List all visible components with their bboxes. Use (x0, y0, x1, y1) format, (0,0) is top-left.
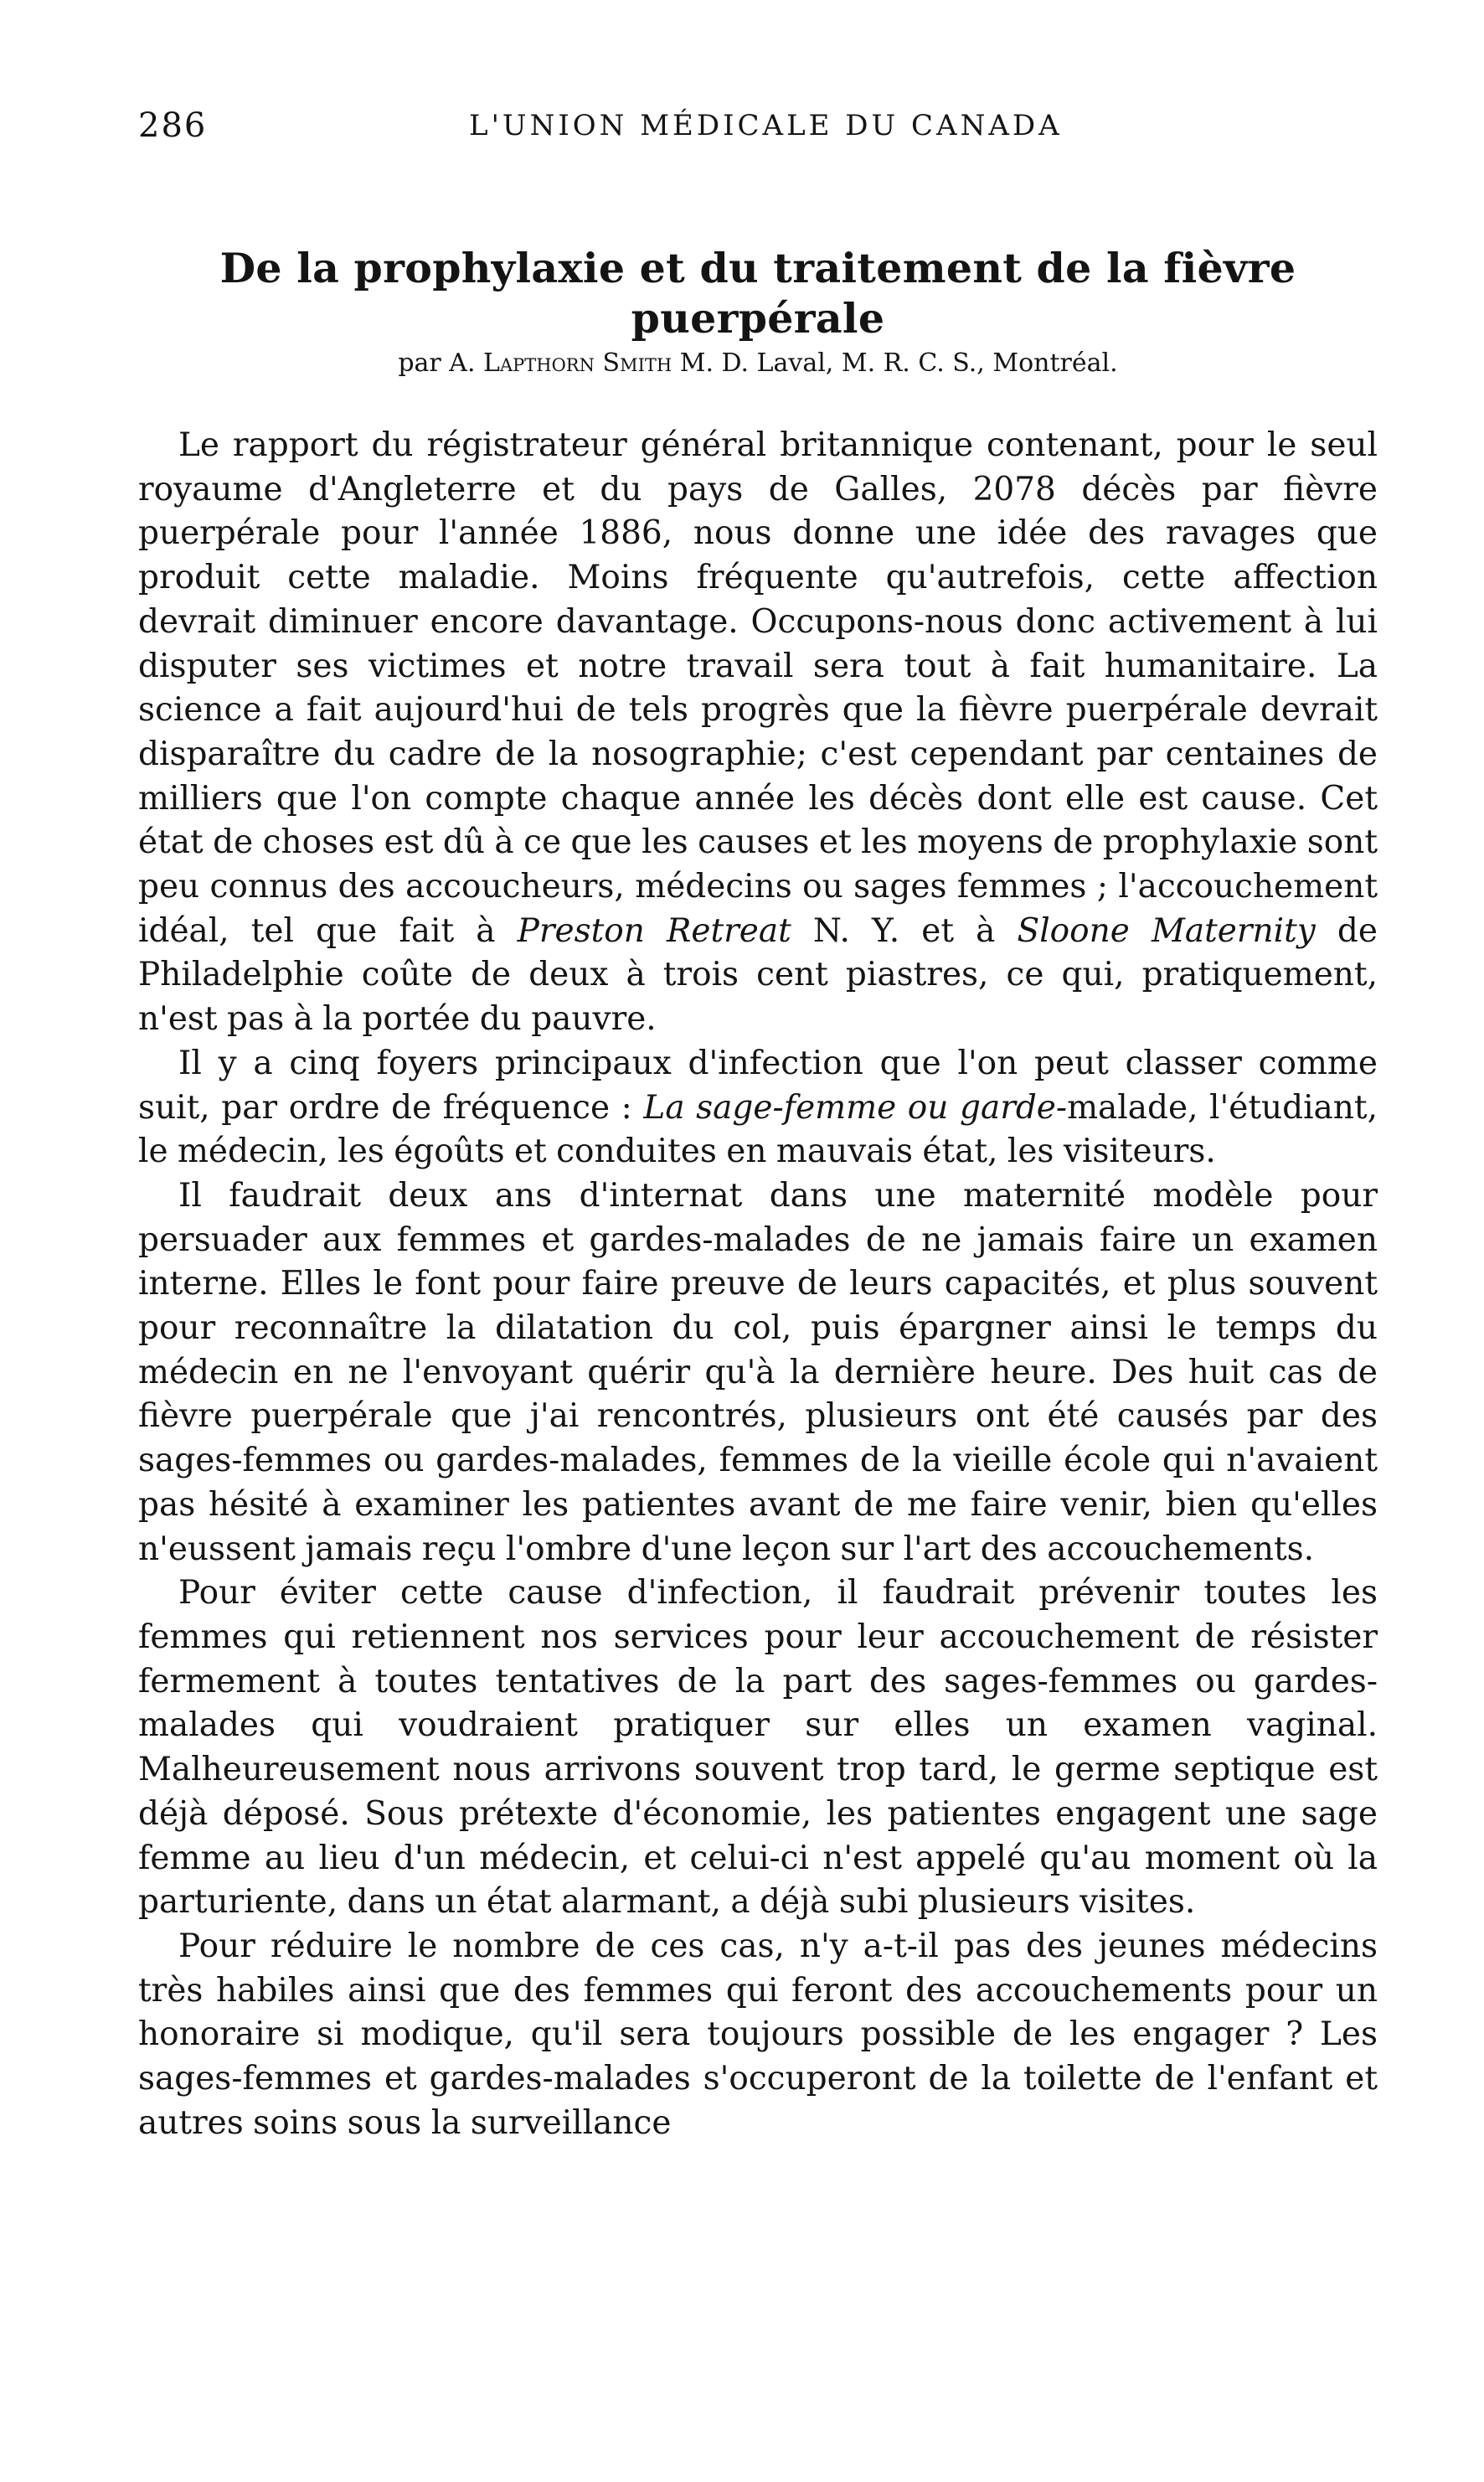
paragraph-1-text-a: Le rapport du régistrateur général britannique contenant, pour le seul royaume d'Angleterre et du pays de Galles, 2078 décès par fièvre puerpérale pour l'année 1886, nous donne une idée des ravages que produit cette maladie. Moins fréquente qu'autrefois, cette affection devrait diminuer encore davantage. Occupons-nous donc activement à lui disputer ses victimes et notre travail sera tout à fait humanitaire. La science a fait aujourd'hui de tels progrès que la fièvre puerpérale devrait disparaître du cadre de la nosographie; c'est cependant par centaines de milliers que l'on compte chaque année les décès dont elle est cause. Cet état de choses est dû à ce que les causes et les moyens de prophylaxie sont peu connus des accoucheurs, médecins ou sages femmes ; l'accouchement idéal, tel que fait à (138, 426, 1378, 950)
running-header (138, 101, 1378, 151)
byline-author: A. Lapthorn Smith (449, 348, 672, 378)
journal-title: L'UNION MÉDICALE DU CANADA (469, 109, 1063, 142)
byline-prefix: par (398, 348, 450, 378)
paragraph-1-italic-sloone: Sloone Maternity (1017, 911, 1316, 950)
paragraph-3: Il faudrait deux ans d'internat dans une maternité modèle pour persuader aux femmes et gardes-malades de ne jamais faire un examen interne. Elles le font pour faire preuve de leurs capacités, et plus souvent pour reconnaître la dilatation du col, puis épargner ainsi le temps du médecin en ne l'envoyant quérir qu'à la dernière heure. Des huit cas de fièvre puerpérale que j'ai rencontrés, plusieurs ont été causés par des sages-femmes ou gardes-malades, femmes de la vieille école qui n'avaient pas hésité à examiner les patientes avant de me faire venir, bien qu'elles n'eussent jamais reçu l'ombre d'une leçon sur l'art des accouchements. (138, 1176, 1378, 1568)
paragraph-2 (138, 1042, 1378, 1174)
byline-credentials: M. D. Laval, M. R. C. S., Montréal. (672, 348, 1118, 378)
byline (138, 345, 1378, 382)
paragraph-1-text-c: de Philadelphie coûte de deux à trois cent piastres, ce qui, pratiquement, n'est pas à la portée du pauvre. (138, 911, 1378, 1039)
page-number: 286 (138, 106, 208, 145)
paragraph-4: Pour éviter cette cause d'infection, il faudrait prévenir toutes les femmes qui retiennent nos services pour leur accouchement de résister fermement à toutes tentatives de la part des sages-femmes ou gardes-malades qui voudraient pratiquer sur elles un examen vaginal. Malheureusement nous arrivons souvent trop tard, le germe septique est déjà déposé. Sous prétexte d'économie, les patientes engagent une sage femme au lieu d'un médecin, et celui-ci n'est appelé qu'au moment où la parturiente, dans un état alarmant, a déjà subi plusieurs visites. (138, 1574, 1378, 1922)
paragraph-1-italic-preston: Preston Retreat (517, 911, 791, 950)
paragraph-1-text-b: N. Y. et à (791, 911, 1018, 950)
article-body (138, 424, 1378, 2145)
paragraph-1 (138, 424, 1378, 1042)
paragraph-5: Pour réduire le nombre de ces cas, n'y a-t-il pas des jeunes médecins très habiles ainsi que des femmes qui feront des accouchements pour un honoraire si modique, qu'il sera toujours possible de les engager ? Les sages-femmes et gardes-malades s'occuperont de la toilette de l'enfant et autres soins sous la surveillance (138, 1927, 1378, 2142)
paragraph-2-italic: La sage-femme ou garde- (643, 1088, 1068, 1127)
article-title: De la prophylaxie et du traitement de la fièvre puerpérale (219, 244, 1296, 343)
paragraph-2-text-b: malade, l'étudiant, le médecin, les égoûts et conduites en mauvais état, les visiteurs. (138, 1088, 1378, 1171)
page (138, 101, 1378, 2145)
paragraph-2-text-a: Il y a cinq foyers principaux d'infection que l'on peut classer comme suit, par ordre de fréquence : (138, 1044, 1378, 1127)
